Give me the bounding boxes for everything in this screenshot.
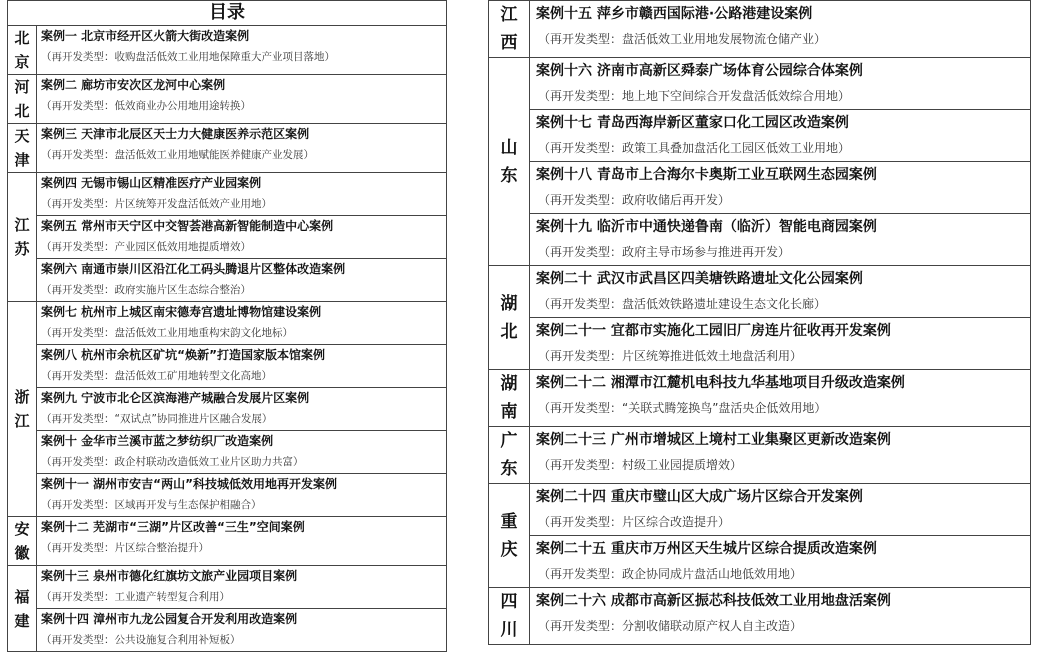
case-row (8, 474, 447, 517)
case-title[interactable]: 案例十 金华市兰溪市蓝之梦纺织厂改造案例 (41, 434, 274, 448)
case-row (489, 214, 1031, 266)
case-type: （再开发类型：盘活低效铁路遗址建设生态文化长廊） (538, 297, 827, 311)
case-title[interactable]: 案例二十三 广州市增城区上境村工业集聚区更新改造案例 (536, 432, 891, 448)
province-cell (489, 1, 530, 58)
case-row (489, 266, 1031, 318)
province-cell (489, 58, 530, 266)
case-cell[interactable] (37, 388, 447, 431)
province-cell (8, 124, 37, 173)
province-char: 江 (14, 412, 30, 430)
case-title[interactable]: 案例十三 泉州市德化红旗坊文旅产业园项目案例 (41, 569, 298, 583)
case-title[interactable]: 案例十七 青岛西海岸新区董家口化工园区改造案例 (536, 115, 849, 131)
case-row (8, 173, 447, 216)
province-char: 湖 (500, 374, 518, 394)
province-char: 建 (14, 611, 30, 630)
case-row (8, 124, 447, 173)
case-type: （再开发类型：盘活低效工业用地赋能医养健康产业发展） (41, 149, 314, 161)
province-cell (8, 566, 37, 652)
case-type: （再开发类型：区域再开发与生态保护相融合） (41, 499, 262, 511)
case-cell[interactable] (37, 302, 447, 345)
right-table (488, 0, 1031, 645)
case-title[interactable]: 案例九 宁波市北仑区滨海港产城融合发展片区案例 (41, 391, 310, 405)
case-type: （再开发类型：“双试点”协同推进片区融合发展） (41, 413, 273, 425)
province-char: 江 (500, 5, 518, 25)
case-title[interactable]: 案例五 常州市天宁区中交智荟港高新智能制造中心案例 (41, 219, 334, 233)
case-type: （再开发类型：收购盘活低效工业用地保障重大产业项目落地） (41, 51, 335, 63)
case-row (489, 58, 1031, 110)
case-title[interactable]: 案例十五 萍乡市赣西国际港·公路港建设案例 (536, 6, 813, 22)
case-row (489, 162, 1031, 214)
case-type: （再开发类型：盘活低效工业用地重构宋韵文化地标） (41, 327, 293, 339)
case-type: （再开发类型：地上地下空间综合开发盘活低效综合用地） (538, 89, 851, 103)
case-title[interactable]: 案例七 杭州市上城区南宋德寿宫遗址博物馆建设案例 (41, 305, 322, 319)
case-type: （再开发类型：片区统筹推进低效土地盘活利用） (538, 349, 803, 363)
case-row (8, 388, 447, 431)
case-row (489, 484, 1031, 536)
case-title[interactable]: 案例二 廊坊市安次区龙河中心案例 (41, 78, 226, 92)
province-char: 广 (500, 431, 518, 451)
province-cell (8, 302, 37, 517)
province-char: 徽 (14, 544, 30, 562)
case-title[interactable]: 案例三 天津市北辰区天士力大健康医养示范区案例 (41, 127, 310, 141)
province-cell (8, 173, 37, 302)
case-type: （再开发类型：片区统筹开发盘活低效产业用地） (41, 198, 272, 210)
case-cell[interactable] (37, 566, 447, 609)
province-char: 天 (14, 127, 30, 145)
case-cell[interactable] (37, 431, 447, 474)
case-cell[interactable] (37, 609, 447, 652)
case-cell[interactable] (530, 266, 1031, 318)
case-row (8, 216, 447, 259)
case-row (8, 26, 447, 75)
case-title[interactable]: 案例二十五 重庆市万州区天生城片区综合提质改造案例 (536, 541, 877, 557)
case-row (489, 318, 1031, 370)
case-cell[interactable] (530, 318, 1031, 370)
case-type: （再开发类型：“关联式腾笼换鸟”盘活央企低效用地） (538, 401, 827, 415)
province-char: 北 (14, 29, 30, 47)
case-title[interactable]: 案例二十 武汉市武昌区四美塘铁路遗址文化公园案例 (536, 271, 863, 287)
case-title[interactable]: 案例十八 青岛市上合海尔卡奥斯工业互联网生态园案例 (536, 167, 877, 183)
case-cell[interactable] (37, 345, 447, 388)
case-type: （再开发类型：政策工具叠加盘活化工园区低效工业用地） (538, 141, 851, 155)
case-type: （再开发类型：片区综合整治提升） (41, 542, 209, 554)
case-type: （再开发类型：盘活低效工矿用地转型文化高地） (41, 370, 272, 382)
province-char: 福 (14, 587, 30, 606)
case-row (489, 1, 1031, 58)
case-cell[interactable] (37, 216, 447, 259)
case-cell[interactable] (37, 26, 447, 75)
province-cell (489, 588, 530, 645)
case-row (8, 566, 447, 609)
case-cell[interactable] (37, 474, 447, 517)
case-type: （再开发类型：产业园区低效用地提质增效） (41, 241, 251, 253)
case-row (8, 609, 447, 652)
case-cell[interactable] (530, 427, 1031, 484)
case-cell[interactable] (530, 1, 1031, 58)
case-row (489, 370, 1031, 427)
case-cell[interactable] (530, 484, 1031, 536)
province-char: 重 (500, 511, 518, 532)
case-row (8, 431, 447, 474)
case-type: （再开发类型：政府主导市场参与推进再开发） (538, 245, 791, 259)
case-cell[interactable] (530, 58, 1031, 110)
case-title[interactable]: 案例四 无锡市锡山区精准医疗产业园案例 (41, 176, 262, 190)
case-row (8, 75, 447, 124)
left-panel (7, 0, 447, 652)
case-title[interactable]: 案例十一 湖州市安吉“两山”科技城低效用地再开发案例 (41, 477, 337, 491)
case-title[interactable]: 案例二十六 成都市高新区振芯科技低效工业用地盘活案例 (536, 593, 891, 609)
case-cell[interactable] (37, 173, 447, 216)
right-panel (488, 0, 1031, 645)
case-row (8, 517, 447, 566)
province-char: 京 (14, 53, 30, 71)
case-title[interactable]: 案例十六 济南市高新区舜泰广场体育公园综合体案例 (536, 63, 863, 79)
case-type: （再开发类型：盘活低效工业用地发展物流仓储产业） (538, 32, 827, 46)
province-cell (8, 517, 37, 566)
case-cell[interactable] (37, 124, 447, 173)
case-title[interactable]: 案例二十一 宜都市实施化工园旧厂房连片征收再开发案例 (536, 323, 891, 339)
case-row (489, 536, 1031, 588)
province-cell (489, 427, 530, 484)
case-row (489, 110, 1031, 162)
province-char: 山 (500, 137, 518, 158)
case-cell[interactable] (37, 517, 447, 566)
case-type: （再开发类型：政企村联动改造低效工业片区助力共富） (41, 456, 304, 468)
case-cell[interactable] (530, 162, 1031, 214)
case-cell[interactable] (530, 110, 1031, 162)
case-type: （再开发类型：政府收储后再开发） (538, 193, 731, 207)
case-title[interactable]: 案例十九 临沂市中通快递鲁南（临沂）智能电商园案例 (536, 219, 877, 235)
province-char: 四 (500, 592, 518, 612)
page-title: 目录 (7, 0, 447, 25)
case-row (8, 259, 447, 302)
province-char: 津 (14, 151, 30, 169)
left-table (7, 25, 447, 652)
case-row (8, 302, 447, 345)
case-title[interactable]: 案例二十二 湘潭市江麓机电科技九华基地项目升级改造案例 (536, 375, 905, 391)
province-char: 东 (500, 165, 518, 186)
province-char: 江 (14, 216, 30, 234)
province-char: 河 (14, 78, 30, 96)
province-char: 浙 (14, 388, 30, 406)
case-type: （再开发类型：政府实施片区生态综合整治） (41, 284, 251, 296)
province-char: 东 (500, 459, 518, 479)
case-type: （再开发类型：分割收储联动原产权人自主改造） (538, 619, 803, 633)
case-cell[interactable] (37, 259, 447, 302)
case-title[interactable]: 案例一 北京市经开区火箭大街改造案例 (41, 29, 250, 43)
province-char: 南 (500, 402, 518, 422)
province-char: 苏 (14, 240, 30, 258)
case-row (489, 427, 1031, 484)
case-title[interactable]: 案例十四 漳州市九龙公园复合开发利用改造案例 (41, 612, 298, 626)
case-cell[interactable] (530, 588, 1031, 645)
province-char: 西 (500, 33, 518, 53)
case-type: （再开发类型：公共设施复合利用补短板） (41, 634, 241, 646)
case-cell[interactable] (530, 536, 1031, 588)
case-title[interactable]: 案例十二 芜湖市“三湖”片区改善“三生”空间案例 (41, 520, 305, 534)
case-title[interactable]: 案例二十四 重庆市璧山区大成广场片区综合开发案例 (536, 489, 863, 505)
case-type: （再开发类型：低效商业办公用地用途转换） (41, 100, 251, 112)
province-cell (8, 26, 37, 75)
case-title[interactable]: 案例六 南通市崇川区沿江化工码头腾退片区整体改造案例 (41, 262, 346, 276)
case-cell[interactable] (37, 75, 447, 124)
province-char: 湖 (500, 293, 518, 314)
province-cell (489, 266, 530, 370)
case-type: （再开发类型：片区综合改造提升） (538, 515, 731, 529)
province-char: 川 (500, 620, 518, 640)
case-type: （再开发类型：政企协同成片盘活山地低效用地） (538, 567, 803, 581)
province-cell (489, 370, 530, 427)
province-char: 安 (14, 520, 30, 538)
case-cell[interactable] (530, 214, 1031, 266)
case-title[interactable]: 案例八 杭州市余杭区矿坑“焕新”打造国家版本馆案例 (41, 348, 325, 362)
case-row (8, 345, 447, 388)
case-cell[interactable] (530, 370, 1031, 427)
province-char: 北 (14, 102, 30, 120)
case-type: （再开发类型：工业遗产转型复合利用） (41, 591, 230, 603)
province-char: 庆 (500, 539, 518, 560)
case-type: （再开发类型：村级工业园提质增效） (538, 458, 743, 472)
case-row (489, 588, 1031, 645)
province-cell (489, 484, 530, 588)
province-char: 北 (500, 321, 518, 342)
province-cell (8, 75, 37, 124)
